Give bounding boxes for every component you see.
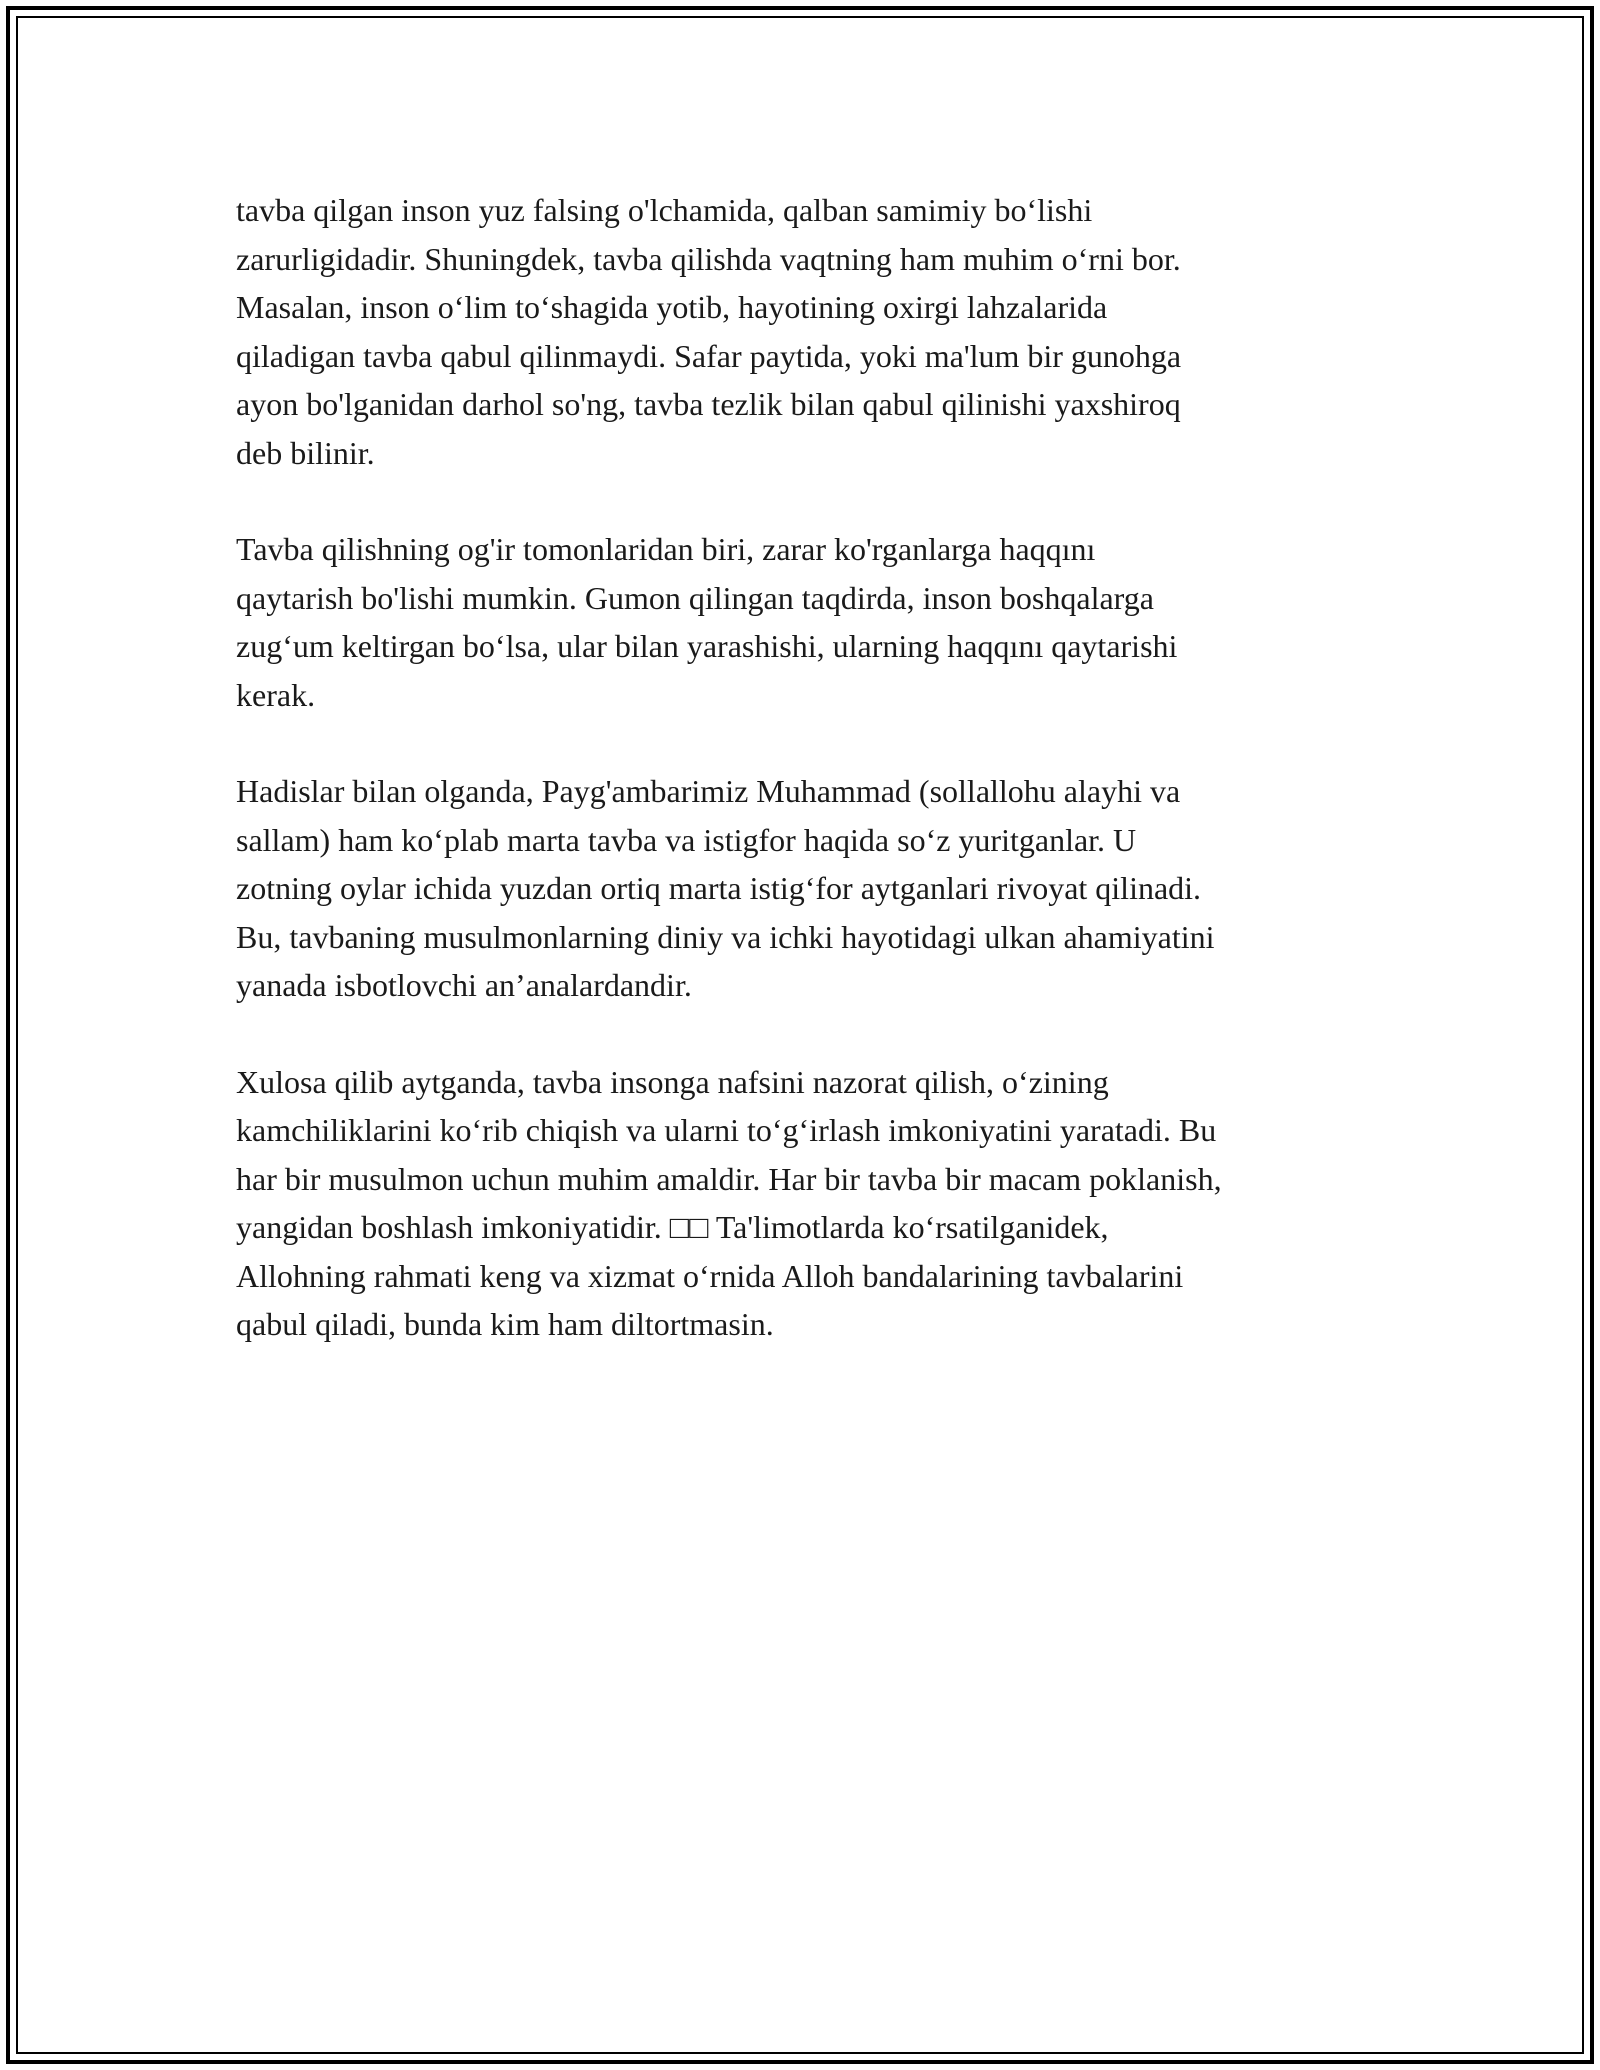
paragraph-2: Tavba qilishning og'ir tomonlaridan biri, zarar ko'rganlarga haqqını qaytarish bo'lishi mumkin. Gumon qilingan taqdirda, inson boshqalarga zug‘um keltirgan bo‘lsa, ular bilan yarashishi, ularning haqqını qaytarishi kerak.: [236, 531, 1178, 713]
paragraph-3: Hadislar bilan olganda, Payg'ambarimiz Muhammad (sollallohu alayhi va sallam) ham ko‘plab marta tavba va istigfor haqida so‘z yuritganlar. U zotning oylar ichida yuzdan ortiq marta istig‘for aytganlari rivoyat qilinadi. Bu, tavbaning musulmonlarning diniy va ichki hayotidagi ulkan ahamiyatini yanada isbotlovchi an’analardandir.: [236, 773, 1215, 1003]
paragraph-1: tavba qilgan inson yuz falsing o'lchamida, qalban samimiy bo‘lishi zarurligidadir. Shuningdek, tavba qilishda vaqtning ham muhim o‘rni bor. Masalan, inson o‘lim to‘shagida yotib, hayotining oxirgi lahzalarida qiladigan tavba qabul qilinmaydi. Safar paytida, yoki ma'lum bir gunohga ayon bo'lganidan darhol so'ng, tavba tezlik bilan qabul qilinishi yaxshiroq deb bilinir.: [236, 192, 1182, 471]
document-body: [236, 186, 1376, 1349]
paragraph-4: Xulosa qilib aytganda, tavba insonga nafsini nazorat qilish, o‘zining kamchiliklarini ko‘rib chiqish va ularni to‘g‘irlash imkoniyatini yaratadi. Bu har bir musulmon uchun muhim amaldir. Har bir tavba bir macam poklanish, yangidan boshlash imkoniyatidir. □□ Ta'limotlarda ko‘rsatilganidek, Allohning rahmati keng va xizmat o‘rnida Alloh bandalarining tavbalarini qabul qiladi, bunda kim ham diltortmasin.: [236, 1063, 1222, 1342]
